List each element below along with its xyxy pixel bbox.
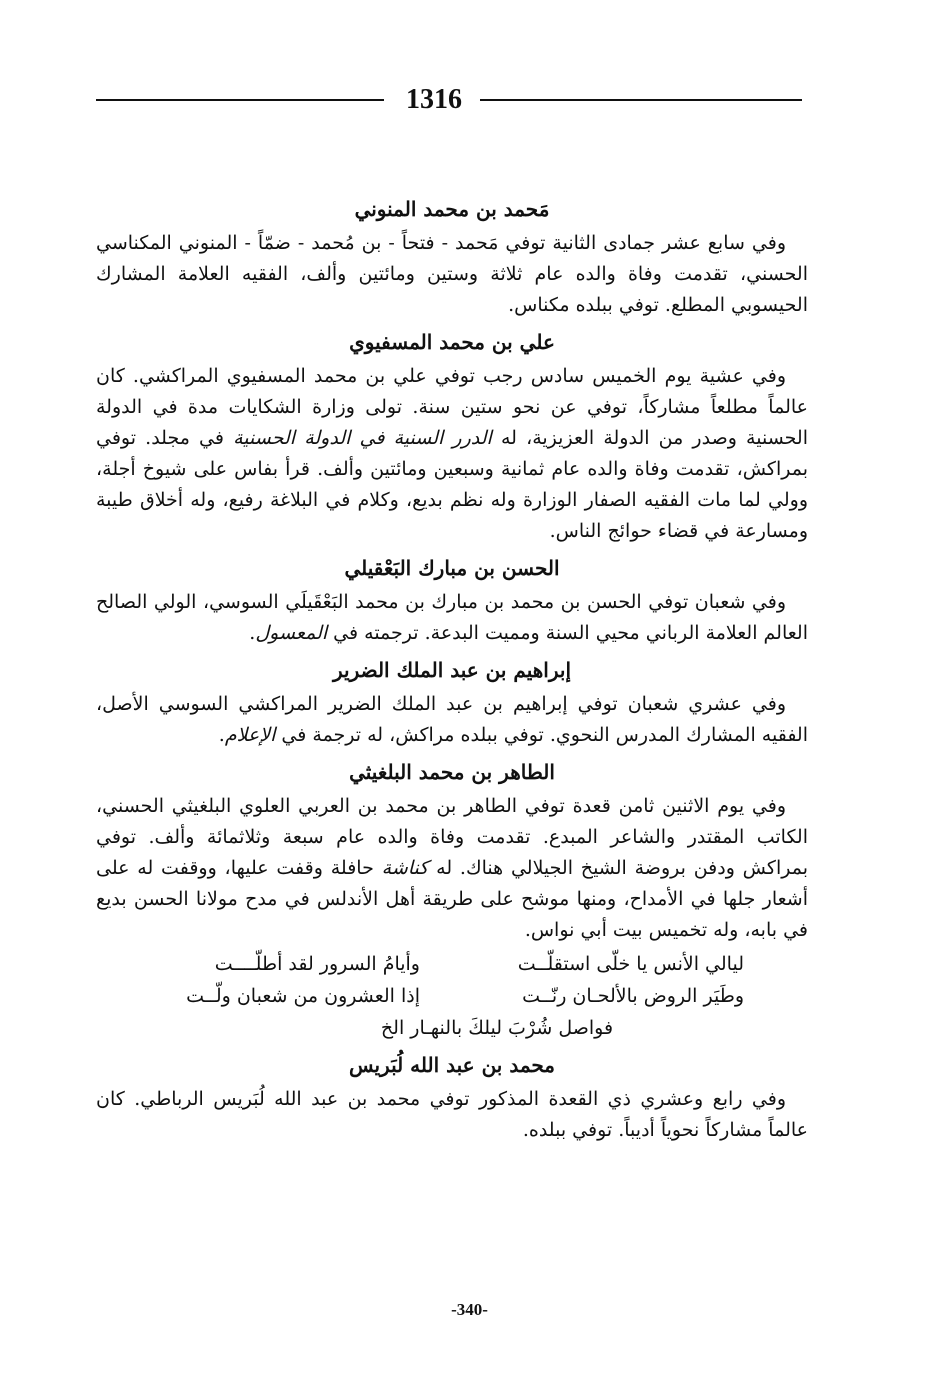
poem: [96, 948, 808, 1044]
entry-title: محمد بن عبد الله لُبَريس: [348, 1053, 555, 1077]
entry-paragraph: [96, 587, 808, 649]
page-content: [96, 188, 808, 1146]
poem-verse: فواصل شُرْبَ ليلكَ بالنهـار الخ: [380, 1017, 614, 1039]
entry-title: إبراهيم بن عبد الملك الضرير: [332, 658, 572, 682]
book-title: الدرر السنية في الدولة الحسنية: [233, 427, 492, 449]
entry-paragraph: [96, 361, 808, 547]
paragraph-text: وفي يوم الاثنين ثامن قعدة توفي الطاهر بن محمد بن العربي العلوي البلغيثي الحسني، الكاتب المقتدر والشاعر المبدع. تقدمت وفاة والده عام سبعة وثلاثمائة وألف. توفي بمراكش ودفن بروضة الشيخ الجيلالي هناك. له: [96, 795, 808, 879]
poem-hemistich: وطَيَر الروض بالألحـان رنّــت: [522, 985, 744, 1007]
paragraph-text: وفي شعبان توفي الحسن بن محمد بن مبارك بن محمد البَعْقَيلَي السوسي، الولي الصالح العالم العلامة الرباني محيي السنة ومميت البدعة. ترجمته في: [96, 591, 808, 644]
entry-title: الطاهر بن محمد البلغيثي: [349, 760, 555, 784]
entry-title: مَحمد بن محمد المنوني: [354, 197, 550, 221]
header-year: 1316: [406, 84, 462, 115]
entry-albaaqili: [96, 551, 808, 649]
entry-title: علي بن محمد المسفيوي: [349, 330, 555, 354]
entry-paragraph: [96, 791, 808, 946]
book-title: المعسول: [255, 622, 328, 644]
poem-verse: [96, 948, 808, 980]
header-rule-right: [480, 99, 802, 101]
entry-title: الحسن بن مبارك البَعْقيلي: [344, 556, 560, 580]
page-number: -340-: [451, 1300, 488, 1319]
book-title: كناشة: [381, 857, 429, 879]
paragraph-text: .: [249, 622, 256, 644]
page-header: [96, 80, 802, 120]
header-rule-left: [96, 99, 384, 101]
entry-almasfiwi: [96, 325, 808, 547]
paragraph-text: حافلة وقفت عليها، ووقفت له على أشعار جلها في الأمداح، ومنها موشح على طريقة أهل الأندلس في مدح مولانا الحسن بديع في بابه، وله تخميس بيت أبي نواس.: [96, 857, 808, 941]
poem-hemistich: وأيامُ السرور لقد أطلّــــت: [214, 953, 420, 975]
book-title: الإعلام: [224, 724, 276, 746]
paragraph-text: وفي عشية يوم الخميس سادس رجب توفي علي بن محمد المسفيوي المراكشي. كان عالماً مطلعاً مشاركاً، توفي عن نحو ستين سنة. تولى وزارة الشكايات مدة في الدولة الحسنية وصدر من الدولة العزيزية، له: [96, 365, 808, 449]
entry-almanouni: [96, 192, 808, 321]
poem-verse: [96, 980, 808, 1012]
entry-albalghithi: [96, 755, 808, 1044]
poem-hemistich: ليالي الأنس يا خلّى استقلّــت: [517, 953, 744, 975]
poem-hemistich: إذا العشرون من شعبان ولّــت: [186, 985, 420, 1007]
paragraph-text: في مجلد. توفي بمراكش، تقدمت وفاة والده عام ثمانية وسبعين ومائتين وألف. قرأ بفاس على شيوخ أجلة، وولي لما مات الفقيه الصفار الوزارة وله نظم بديع، وكلام في البلاغة رفيع، وله أخلاق طيبة ومسارعة في قضاء حوائج الناس.: [96, 427, 808, 542]
entry-paragraph: [96, 689, 808, 751]
entry-addarir: [96, 653, 808, 751]
entry-lubris: [96, 1048, 808, 1146]
paragraph-text: .: [218, 724, 225, 746]
entry-paragraph: وفي سابع عشر جمادى الثانية توفي مَحمد - فتحاً - بن مُحمد - ضمّاً - المنوني المكناسي الحسني، تقدمت وفاة والده عام ثلاثة وستين ومائتين وألف، الفقيه العلامة المشارك الحيسوبي المطلع. توفي ببلده مكناس.: [96, 232, 808, 316]
paragraph-text: وفي عشري شعبان توفي إبراهيم بن عبد الملك الضرير المراكشي السوسي الأصل، الفقيه المشارك المدرس النحوي. توفي ببلده مراكش، له ترجمة في: [96, 693, 808, 746]
entry-paragraph: وفي رابع وعشري ذي القعدة المذكور توفي محمد بن عبد الله لُبَريس الرباطي. كان عالماً مشاركاً نحوياً أديباً. توفي ببلده.: [96, 1088, 808, 1141]
